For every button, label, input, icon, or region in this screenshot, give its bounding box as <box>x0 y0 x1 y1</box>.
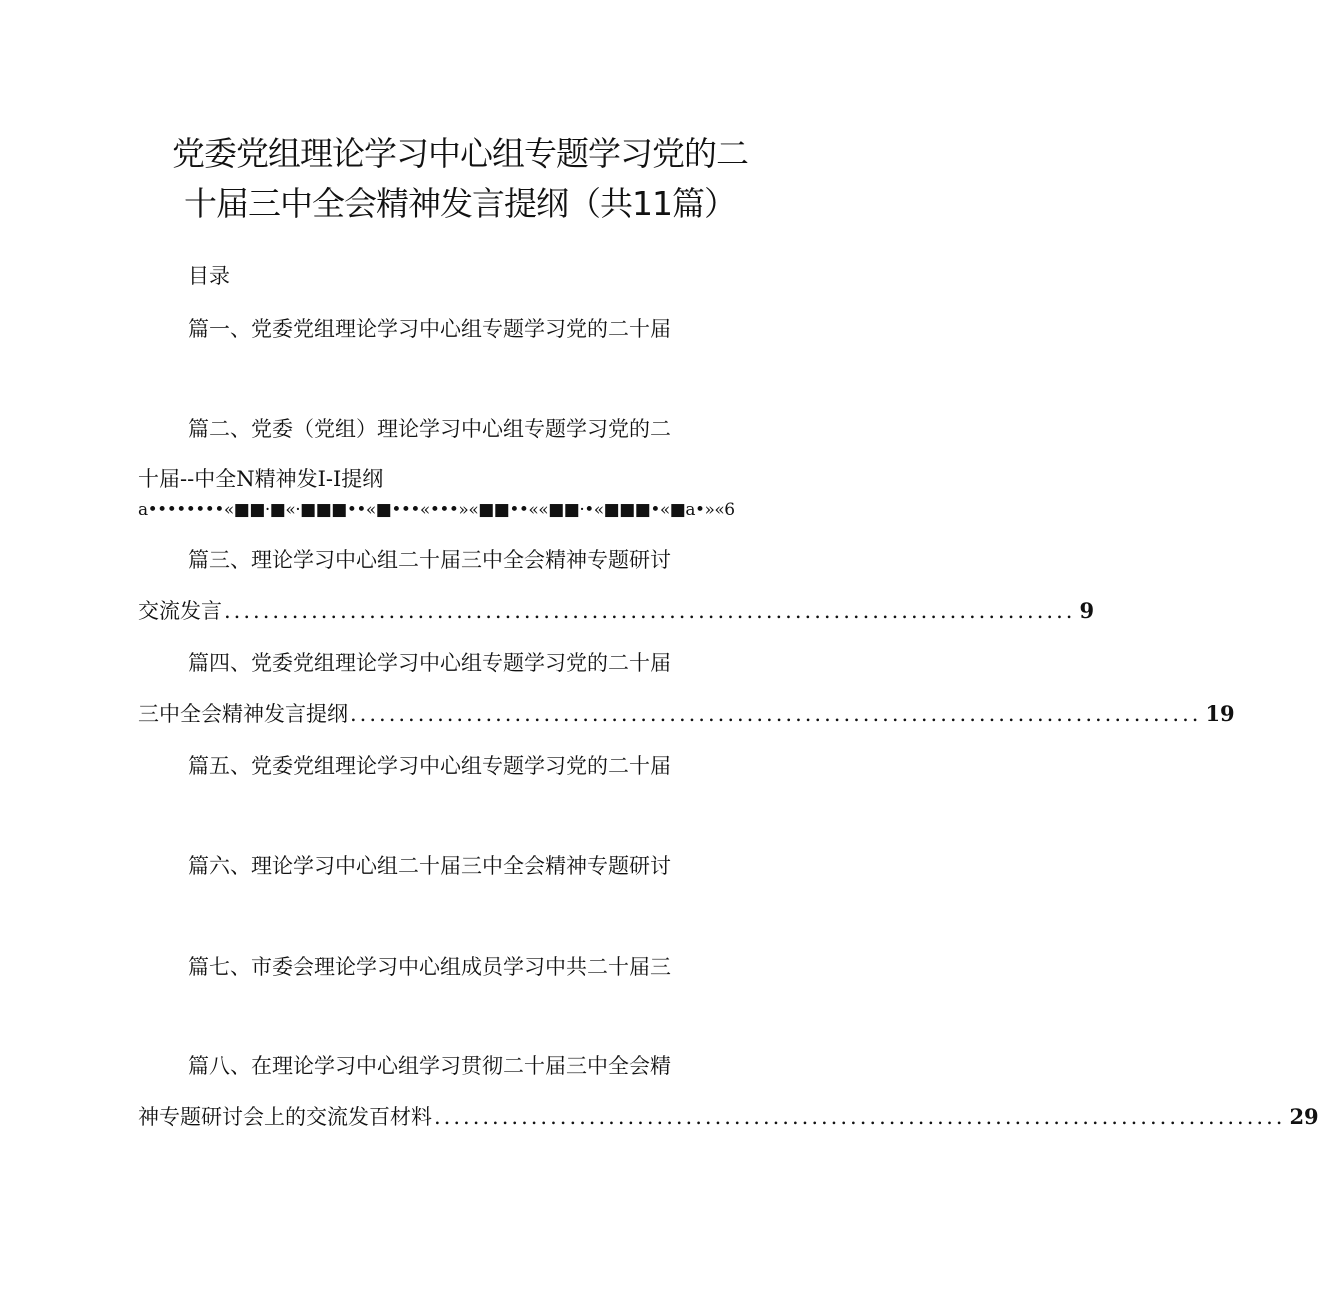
toc-entry-4-line-1[interactable]: 篇四、党委党组理论学习中心组专题学习党的二十届 <box>188 651 671 675</box>
toc-entry-7-line-1[interactable]: 篇七、市委会理论学习中心组成员学习中共二十届三 <box>188 955 671 979</box>
toc-entry-8-line-1[interactable]: 篇八、在理论学习中心组学习贯彻二十届三中全会精 <box>188 1054 671 1078</box>
toc-entry-3-row[interactable] <box>138 597 1095 625</box>
toc-entry-3-line-2: 交流发言 <box>138 599 222 623</box>
toc-entry-3-page-number: 9 <box>1079 598 1095 623</box>
toc-entry-2-garbled-leader: a••••••••«■■·■«·■■■••«■•••«•••»«■■••««■■·•«■■■•«■a•»«6 <box>138 500 735 520</box>
toc-entry-3-dot-leader: ........................................................................................ <box>224 599 1076 623</box>
toc-entry-1-line-1[interactable]: 篇一、党委党组理论学习中心组专题学习党的二十届 <box>188 317 671 341</box>
toc-heading: 目录 <box>188 264 230 288</box>
toc-entry-4-line-2: 三中全会精神发言提纲 <box>138 702 348 726</box>
toc-entry-4-page-number: 19 <box>1205 701 1235 726</box>
toc-entry-4-row[interactable] <box>138 700 1235 728</box>
toc-entry-3-line-1[interactable]: 篇三、理论学习中心组二十届三中全会精神专题研讨 <box>188 548 671 572</box>
toc-entry-6-line-1[interactable]: 篇六、理论学习中心组二十届三中全会精神专题研讨 <box>188 854 671 878</box>
toc-entry-5-line-1[interactable]: 篇五、党委党组理论学习中心组专题学习党的二十届 <box>188 754 671 778</box>
toc-entry-8-row[interactable] <box>138 1103 1319 1131</box>
toc-entry-2-line-2[interactable]: 十届--中全N精神发I-I提纲 <box>138 467 384 491</box>
document-title-line-1: 党委党组理论学习中心组专题学习党的二 <box>172 134 748 173</box>
toc-entry-2-line-1[interactable]: 篇二、党委（党组）理论学习中心组专题学习党的二 <box>188 417 671 441</box>
document-title-line-2: 十届三中全会精神发言提纲（共11篇） <box>184 184 736 223</box>
toc-entry-4-dot-leader: ........................................................................................ <box>350 702 1202 726</box>
toc-entry-8-dot-leader: ........................................................................................ <box>434 1105 1286 1129</box>
toc-entry-8-page-number: 29 <box>1289 1104 1319 1129</box>
toc-entry-8-line-2: 神专题研讨会上的交流发百材料 <box>138 1105 432 1129</box>
